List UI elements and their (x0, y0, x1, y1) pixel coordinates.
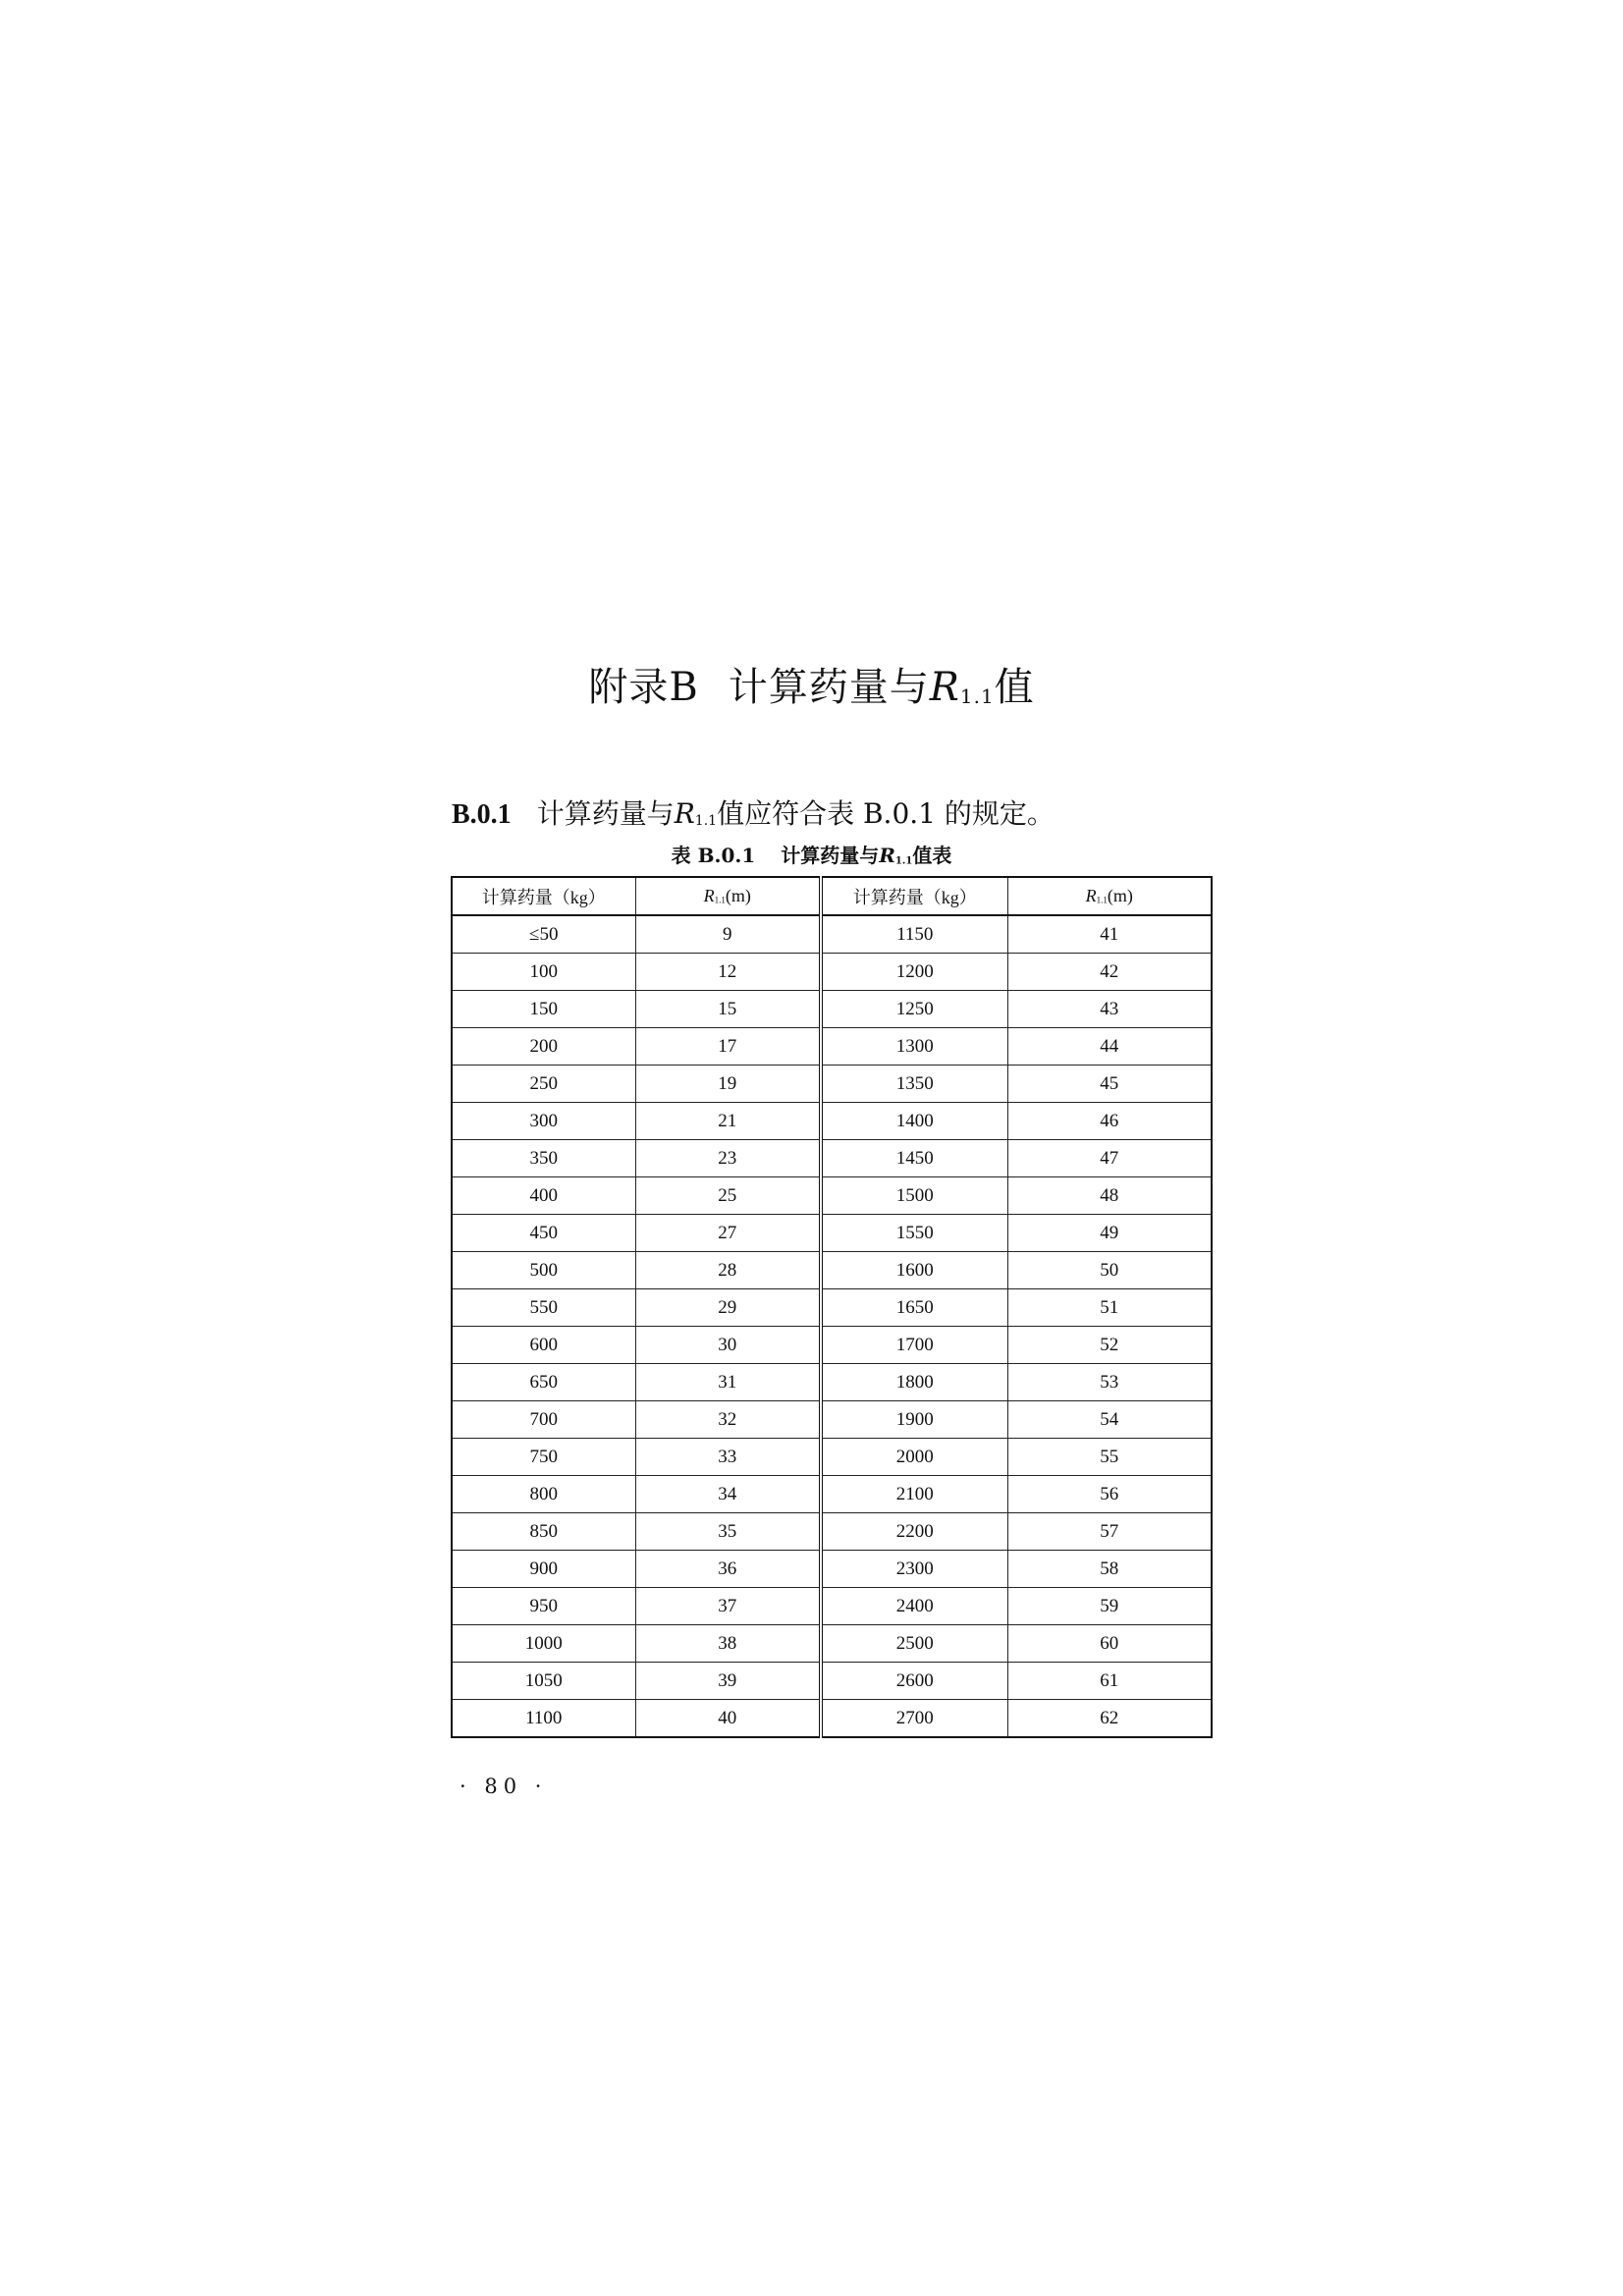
heading-suffix: 值 (994, 665, 1035, 710)
cell-r11-left: 23 (635, 1140, 821, 1177)
cell-r11-right: 59 (1007, 1588, 1212, 1625)
table-row (452, 1513, 1212, 1551)
cell-charge-right: 2100 (821, 1476, 1007, 1513)
cell-charge-left: 500 (452, 1252, 635, 1289)
cell-charge-right: 1150 (821, 915, 1007, 954)
cell-r11-left: 25 (635, 1177, 821, 1215)
cell-r11-right: 54 (1007, 1401, 1212, 1439)
cell-r11-right: 45 (1007, 1066, 1212, 1103)
cell-charge-right: 1500 (821, 1177, 1007, 1215)
cell-r11-right: 47 (1007, 1140, 1212, 1177)
cell-charge-left: 1100 (452, 1700, 635, 1738)
cell-charge-right: 1700 (821, 1327, 1007, 1364)
table-row (452, 1588, 1212, 1625)
table-row (452, 1663, 1212, 1700)
cell-r11-right: 58 (1007, 1551, 1212, 1588)
cell-charge-right: 2400 (821, 1588, 1007, 1625)
table-row (452, 1327, 1212, 1364)
clause-r-symbol: R (674, 797, 695, 830)
header-r11-left-subscript: 1.1 (714, 895, 726, 905)
cell-r11-right: 53 (1007, 1364, 1212, 1401)
table-row (452, 915, 1212, 954)
cell-r11-right: 62 (1007, 1700, 1212, 1738)
table-row (452, 1364, 1212, 1401)
header-r11-right (1007, 877, 1212, 915)
cell-charge-right: 2200 (821, 1513, 1007, 1551)
table-row (452, 1140, 1212, 1177)
cell-r11-right: 50 (1007, 1252, 1212, 1289)
cell-r11-left: 38 (635, 1625, 821, 1663)
cell-r11-left: 27 (635, 1215, 821, 1252)
cell-charge-right: 1650 (821, 1289, 1007, 1327)
cell-charge-left: 200 (452, 1028, 635, 1066)
appendix-heading (0, 656, 1623, 712)
heading-r-symbol: R (929, 665, 960, 710)
table-row (452, 1177, 1212, 1215)
table-caption (0, 840, 1623, 868)
cell-r11-left: 40 (635, 1700, 821, 1738)
page-number: · 80 · (460, 1775, 548, 1798)
heading-prefix: 附录B (588, 665, 699, 710)
table-body (452, 915, 1212, 1737)
caption-text-after: 值表 (912, 844, 952, 867)
heading-title: 计算药量与 (728, 665, 930, 710)
charge-r11-table (451, 876, 1213, 1738)
heading-r-subscript: 1.1 (959, 684, 995, 708)
cell-r11-left: 39 (635, 1663, 821, 1700)
header-r11-left (635, 877, 821, 915)
cell-r11-left: 19 (635, 1066, 821, 1103)
cell-r11-right: 60 (1007, 1625, 1212, 1663)
cell-charge-left: 1000 (452, 1625, 635, 1663)
table-row (452, 1700, 1212, 1738)
cell-r11-left: 32 (635, 1401, 821, 1439)
cell-charge-right: 2600 (821, 1663, 1007, 1700)
caption-number: 表 B.0.1 (671, 844, 756, 867)
cell-r11-right: 61 (1007, 1663, 1212, 1700)
clause-r-subscript: 1.1 (694, 813, 718, 830)
cell-r11-left: 9 (635, 915, 821, 954)
cell-r11-right: 41 (1007, 915, 1212, 954)
cell-charge-left: 450 (452, 1215, 635, 1252)
clause-b-0-1 (452, 793, 1055, 832)
table-header-row (452, 877, 1212, 915)
cell-charge-right: 2000 (821, 1439, 1007, 1476)
cell-charge-left: 250 (452, 1066, 635, 1103)
cell-charge-left: 350 (452, 1140, 635, 1177)
cell-charge-right: 1250 (821, 991, 1007, 1028)
table-row (452, 1401, 1212, 1439)
cell-r11-left: 31 (635, 1364, 821, 1401)
cell-r11-right: 48 (1007, 1177, 1212, 1215)
caption-r-subscript: 1.1 (894, 855, 913, 867)
table-row (452, 1252, 1212, 1289)
cell-charge-left: 550 (452, 1289, 635, 1327)
table-row (452, 1103, 1212, 1140)
header-r11-right-symbol: R (1085, 886, 1097, 905)
cell-r11-left: 29 (635, 1289, 821, 1327)
table-row (452, 1289, 1212, 1327)
cell-r11-right: 43 (1007, 991, 1212, 1028)
header-charge-right: 计算药量（kg） (821, 877, 1007, 915)
cell-charge-right: 1350 (821, 1066, 1007, 1103)
cell-charge-left: 400 (452, 1177, 635, 1215)
cell-r11-right: 51 (1007, 1289, 1212, 1327)
clause-text-after: 值应符合表 B.0.1 的规定。 (717, 797, 1055, 830)
cell-charge-right: 1550 (821, 1215, 1007, 1252)
cell-charge-left: 700 (452, 1401, 635, 1439)
cell-charge-right: 1450 (821, 1140, 1007, 1177)
cell-r11-right: 56 (1007, 1476, 1212, 1513)
cell-charge-right: 2300 (821, 1551, 1007, 1588)
cell-charge-left: 950 (452, 1588, 635, 1625)
table-row (452, 1066, 1212, 1103)
cell-charge-right: 2700 (821, 1700, 1007, 1738)
cell-charge-left: 150 (452, 991, 635, 1028)
caption-text-before: 计算药量与 (781, 844, 880, 867)
header-charge-left: 计算药量（kg） (452, 877, 635, 915)
table-row (452, 1625, 1212, 1663)
cell-charge-left: 750 (452, 1439, 635, 1476)
cell-charge-left: 650 (452, 1364, 635, 1401)
table-row (452, 1476, 1212, 1513)
cell-charge-left: 850 (452, 1513, 635, 1551)
table-row (452, 991, 1212, 1028)
header-r11-right-subscript: 1.1 (1096, 895, 1108, 905)
cell-r11-left: 37 (635, 1588, 821, 1625)
table-row (452, 1551, 1212, 1588)
cell-charge-right: 1900 (821, 1401, 1007, 1439)
cell-charge-right: 1600 (821, 1252, 1007, 1289)
cell-r11-right: 57 (1007, 1513, 1212, 1551)
clause-text-before: 计算药量与 (536, 797, 675, 830)
cell-r11-left: 21 (635, 1103, 821, 1140)
cell-charge-left: 600 (452, 1327, 635, 1364)
header-r11-right-unit: (m) (1107, 886, 1133, 905)
cell-charge-right: 1300 (821, 1028, 1007, 1066)
table-row (452, 954, 1212, 991)
cell-r11-left: 30 (635, 1327, 821, 1364)
table-row (452, 1028, 1212, 1066)
cell-r11-right: 55 (1007, 1439, 1212, 1476)
cell-charge-left: 800 (452, 1476, 635, 1513)
caption-r-symbol: R (879, 844, 895, 867)
cell-r11-left: 15 (635, 991, 821, 1028)
cell-charge-left: 100 (452, 954, 635, 991)
table-row (452, 1439, 1212, 1476)
header-r11-left-unit: (m) (725, 886, 751, 905)
cell-charge-left: 1050 (452, 1663, 635, 1700)
header-r11-left-symbol: R (703, 886, 715, 905)
cell-charge-right: 2500 (821, 1625, 1007, 1663)
cell-r11-left: 33 (635, 1439, 821, 1476)
cell-charge-right: 1800 (821, 1364, 1007, 1401)
cell-r11-left: 17 (635, 1028, 821, 1066)
cell-r11-right: 49 (1007, 1215, 1212, 1252)
cell-r11-left: 36 (635, 1551, 821, 1588)
cell-charge-right: 1200 (821, 954, 1007, 991)
cell-r11-right: 52 (1007, 1327, 1212, 1364)
cell-r11-right: 46 (1007, 1103, 1212, 1140)
cell-r11-right: 42 (1007, 954, 1212, 991)
cell-r11-left: 34 (635, 1476, 821, 1513)
clause-number: B.0.1 (452, 799, 512, 830)
cell-r11-left: 12 (635, 954, 821, 991)
table-row (452, 1215, 1212, 1252)
cell-charge-left: 900 (452, 1551, 635, 1588)
cell-r11-left: 35 (635, 1513, 821, 1551)
cell-charge-right: 1400 (821, 1103, 1007, 1140)
cell-charge-left: ≤50 (452, 915, 635, 954)
cell-r11-left: 28 (635, 1252, 821, 1289)
cell-r11-right: 44 (1007, 1028, 1212, 1066)
cell-charge-left: 300 (452, 1103, 635, 1140)
